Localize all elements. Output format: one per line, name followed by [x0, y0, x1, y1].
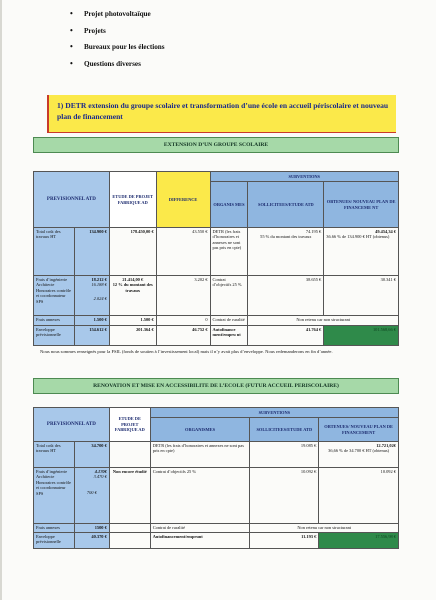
table-row	[34, 533, 399, 549]
organisme-value: Contrat d’objectifs 25 %	[210, 276, 248, 316]
etude-value: 21.414,00 €	[122, 277, 144, 282]
prev-value: 34.700 €	[74, 442, 109, 468]
diff-value: 0	[156, 316, 210, 326]
header-previsionnel: PREVISIONNEL ATD	[34, 408, 110, 442]
scan-edge	[0, 0, 2, 600]
header-previsionnel: PREVISIONNEL ATD	[34, 172, 110, 228]
obtenue-note: 36,66 % de 34.700 € HT (obtenus)	[328, 448, 390, 454]
prev-value: 1.500 €	[74, 316, 109, 326]
heading-number: 1)	[57, 101, 64, 110]
obtenue-cell	[324, 228, 399, 276]
organisme-value: Autofinancement/emprunt	[150, 533, 250, 549]
organisme-value: Contrat de ruralité	[150, 524, 250, 533]
table-row	[34, 316, 399, 326]
row-label: Frais d’ingénierie Architecte Honoraires contrôle et coordonnateur SPS	[34, 276, 75, 316]
prev-value: 134.900 €	[74, 228, 109, 276]
fsil-note: Nous nous sommes renseignés pour la FSIL (fonds de soutien à l’investissement local) mais il n’y avait plus d’enveloppe. Nous redemanderons en fin d’année.	[40, 349, 333, 354]
agenda-bullet-list	[70, 6, 165, 72]
diff-value: 46.752 €	[156, 326, 210, 346]
row-label: Enveloppe prévisionnelle	[34, 326, 75, 346]
obtenue-amount: 49.454,34 €	[375, 229, 396, 234]
header-sollicitees: SOLLICITEES/ETUDE ATD	[248, 182, 324, 228]
etude-empty	[109, 524, 150, 533]
diff-value: 3.202 €	[156, 276, 210, 316]
sollicitee-amount: 19.085 €	[250, 442, 319, 468]
table-row	[34, 442, 399, 468]
etude-value: 178.450,00 €	[109, 228, 156, 276]
prev-value: 4.170€	[94, 469, 107, 474]
organisme-value: Autofinance ment/empru nt	[210, 326, 248, 346]
organisme-value: Contrat d’objectifs 25 %	[150, 468, 250, 524]
prev-cell	[74, 468, 109, 524]
etude-empty	[109, 533, 150, 549]
header-obtenues: OBTENUES/ NOUVEAU PLAN DE FINANCEME NT	[324, 182, 399, 228]
etude-empty	[109, 442, 150, 468]
organisme-value: DETR (les frais d’honoraires et annexes ne sont pas pris en cpte)	[150, 442, 250, 468]
row-label: Frais d’ingénierie Architecte Honoraires contrôle et coordonnateur SPS	[34, 468, 75, 524]
sollicitee-amount: 38.655 €	[248, 276, 324, 316]
row-label: Total coût des travaux HT	[34, 442, 75, 468]
subvention-merged-note: Non retenu car non structurant	[248, 316, 399, 326]
bullet-item: • Bureaux pour les élections	[70, 39, 165, 56]
prev-value: 1500 €	[74, 524, 109, 533]
prev-sub2: 700 €	[86, 489, 97, 495]
obtenue-amount: 30.341 €	[324, 276, 399, 316]
table-row	[34, 228, 399, 276]
header-subventions: SUBVENTIONS	[210, 172, 398, 182]
header-sollicitees: SOLLICITEES/ETUDE ATD	[250, 418, 319, 442]
prev-sub1: 16.188 €	[91, 282, 107, 288]
prev-value: 40.370 €	[74, 533, 109, 549]
bullet-item: • Projet photovoltaïque	[70, 6, 165, 23]
etude-cell	[109, 276, 156, 316]
etude-value: Non encore étudié	[109, 468, 150, 524]
section1-band-title: EXTENSION D’UN GROUPE SCOLAIRE	[33, 137, 399, 153]
heading-underline	[49, 132, 396, 133]
diff-value: 43.550 €	[156, 228, 210, 276]
prev-value: 18.212 €	[91, 277, 107, 282]
row-label: Frais annexes	[34, 316, 75, 326]
section2-band-title: RENOVATION ET MISE EN ACCESSIBILITE DE L’ECOLE (FUTUR ACCUEIL PERISCOLAIRE)	[33, 378, 399, 394]
sollicitee-amount: 74.195 €	[305, 229, 322, 234]
organisme-value: DETR (les frais d’honoraires et annexes ne sont pas pris en cpte)	[210, 228, 248, 276]
obtenue-amount: 17.556,98 €	[319, 533, 399, 549]
etude-value: 1.500 €	[109, 316, 156, 326]
obtenue-note: 36.66 % de 134.900 € HT (obtenus)	[326, 234, 390, 240]
bullet-item: • Projets	[70, 23, 165, 40]
sollicitee-amount: 11.193 €	[250, 533, 319, 549]
table-row	[34, 468, 399, 524]
table-row	[34, 326, 399, 346]
obtenue-amount: 12.721,02€	[376, 443, 396, 448]
table-row	[34, 276, 399, 316]
header-obtenues: OBTENUES/ NOUVEAU PLAN DE FINANCEMENT	[319, 418, 399, 442]
sollicitee-cell	[248, 228, 324, 276]
sollicitee-note: 55 % du montant des travaux	[260, 234, 312, 240]
table-row	[34, 524, 399, 533]
prev-sub1: 3.470 €	[93, 474, 107, 480]
prev-value: 154.612 €	[74, 326, 109, 346]
obtenue-amount: 101.568,66 €	[324, 326, 399, 346]
header-etude: ETUDE DE PROJET FABRIQUE AD	[109, 408, 150, 442]
obtenue-cell	[319, 442, 399, 468]
header-organismes: ORGANISMES	[150, 418, 250, 442]
bullet-item: • Questions diverses	[70, 56, 165, 73]
row-label: Total coût des travaux HT	[34, 228, 75, 276]
sollicitee-amount: 10.092 €	[250, 468, 319, 524]
renovation-financing-table	[33, 407, 399, 549]
sollicitee-amount: 41.764 €	[248, 326, 324, 346]
header-etude: ETUDE DE PROJET FABRIQUE AD	[109, 172, 156, 228]
obtenue-amount: 10.092 €	[319, 468, 399, 524]
header-difference: DIFFERENCE	[156, 172, 210, 228]
header-organismes: ORGANIS MES	[210, 182, 248, 228]
row-label: Frais annexes	[34, 524, 75, 533]
row-label: Enveloppe prévisionnelle	[34, 533, 75, 549]
section-heading	[47, 95, 396, 133]
prev-sub2: 2.024 €	[93, 295, 107, 301]
header-subventions: SUBVENTIONS	[150, 408, 398, 418]
heading-text: DETR extension du groupe scolaire et transformation d’une école en accueil périscolaire et nouveau plan de financement	[57, 101, 389, 121]
prev-cell	[74, 276, 109, 316]
subvention-merged-note: Non retenu car non structurant	[250, 524, 399, 533]
extension-financing-table	[33, 171, 399, 346]
etude-note: 12 % du montant des travaux	[112, 282, 153, 293]
organisme-value: Contrat de ruralité	[210, 316, 248, 326]
etude-value: 201.364 €	[109, 326, 156, 346]
